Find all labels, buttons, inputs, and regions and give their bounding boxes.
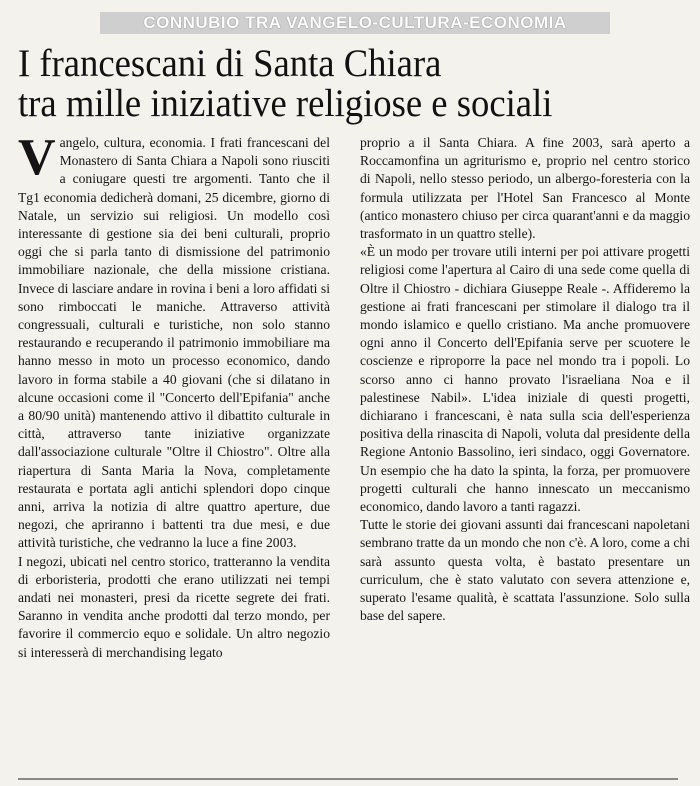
- article-paragraph: «È un modo per trovare utili interni per poi attivare progetti religiosi come l'apertura al Cairo di una sede come quella di Oltre il Chiostro - dichiara Giuseppe Reale -. Affideremo la gestione ai frati francescani per stimolare il dialogo tra il mondo islamico e quello cristiano. Ma anche promuovere ogni anno il Concerto dell'Epifania serve per scuotere le coscienze e riproporre la pace nel mondo tra i popoli. Lo scorso anno ci hanno provato l'israeliana Noa e il palestinese Nabil». L'idea iniziale di questi progetti, dichiarano i francescani, è nata sulla scia dell'esperienza positiva della rinascita di Napoli, voluta dal presidente della Regione Antonio Bassolino, ieri sindaco, oggi Governatore. Un esempio che ha dato la spinta, la forza, per promuovere progetti culturali che hanno innescato un meccanismo economico, dando lavoro a tanti ragazzi.: [360, 244, 690, 515]
- headline-line-1: I francescani di Santa Chiara: [18, 42, 442, 85]
- article-paragraph: Vangelo, cultura, economia. I frati francescani del Monastero di Santa Chiara a Napoli sono riusciti a coniugare questi tre argomenti. Tanto che il Tg1 economia dedicherà domani, 25 dicembre, giorno di Natale, un servizio sui religiosi. Un modello così interessante di gestione sia dei beni culturali, proprio oggi che si parla tanto di dismissione del patrimonio immobiliare nazionale, che della missione cristiana. Invece di lasciare andare in rovina i beni a loro affidati si sono rimboccati le maniche. Attraverso attività congressuali, culturali e turistiche, non solo stanno restaurando e recuperando il patrimonio immobiliare ma hanno messo in moto un processo economico, dando lavoro in forma stabile a 40 giovani (che si dilatano in alcune occasioni come il "Concerto dell'Epifania" anche a 80/90 unità) mantenendo attivo il dibattito culturale in città, attraverso tante iniziative organizzate dall'associazione culturale "Oltre il Chiostro". Oltre alla riapertura di Santa Maria la Nova, completamente restaurata e portata agli antichi splendori dopo cinque anni, arriva la notizia di altre quattro aperture, due negozi, che apriranno i battenti tra due mesi, e due attività turistiche, che vedranno la luce a fine 2003.: [18, 129, 330, 551]
- section-kicker: CONNUBIO TRA VANGELO-CULTURA-ECONOMIA: [100, 12, 610, 34]
- article-headline: [18, 44, 657, 124]
- article-column-left: [18, 129, 330, 662]
- article-column-right: [360, 134, 690, 625]
- article-paragraph: proprio a il Santa Chiara. A fine 2003, sarà aperto a Roccamonfina un agriturismo e, proprio nel centro storico di Napoli, nello stesso periodo, un albergo-foresteria con la formula utilizzata per l'Hotel San Francesco al Monte (antico monastero chiuso per circa quarant'anni e da maggio trasformato in un quattro stelle).: [360, 135, 690, 242]
- drop-cap: V: [18, 129, 56, 186]
- bottom-rule: [18, 778, 678, 780]
- article-paragraph: Tutte le storie dei giovani assunti dai francescani napoletani sembrano tratte da un mondo che non c'è. A loro, come a chi sarà assunto questa volta, è bastato presentare un curriculum, che è stato valutato con severa attenzione e, superato l'esame qualità, è scattata l'assunzione. Solo sulla base del sapere.: [360, 517, 690, 624]
- article-paragraph: I negozi, ubicati nel centro storico, tratteranno la vendita di erboristeria, prodotti che erano utilizzati nei tempi andati nei monasteri, presi da ricette segrete dei frati. Saranno in vendita anche prodotti dal terzo mondo, per favorire il commercio equo e solidale. Un altro negozio si interesserà di merchandising legato: [18, 553, 330, 660]
- headline-line-2: tra mille iniziative religiose e sociali: [18, 82, 553, 125]
